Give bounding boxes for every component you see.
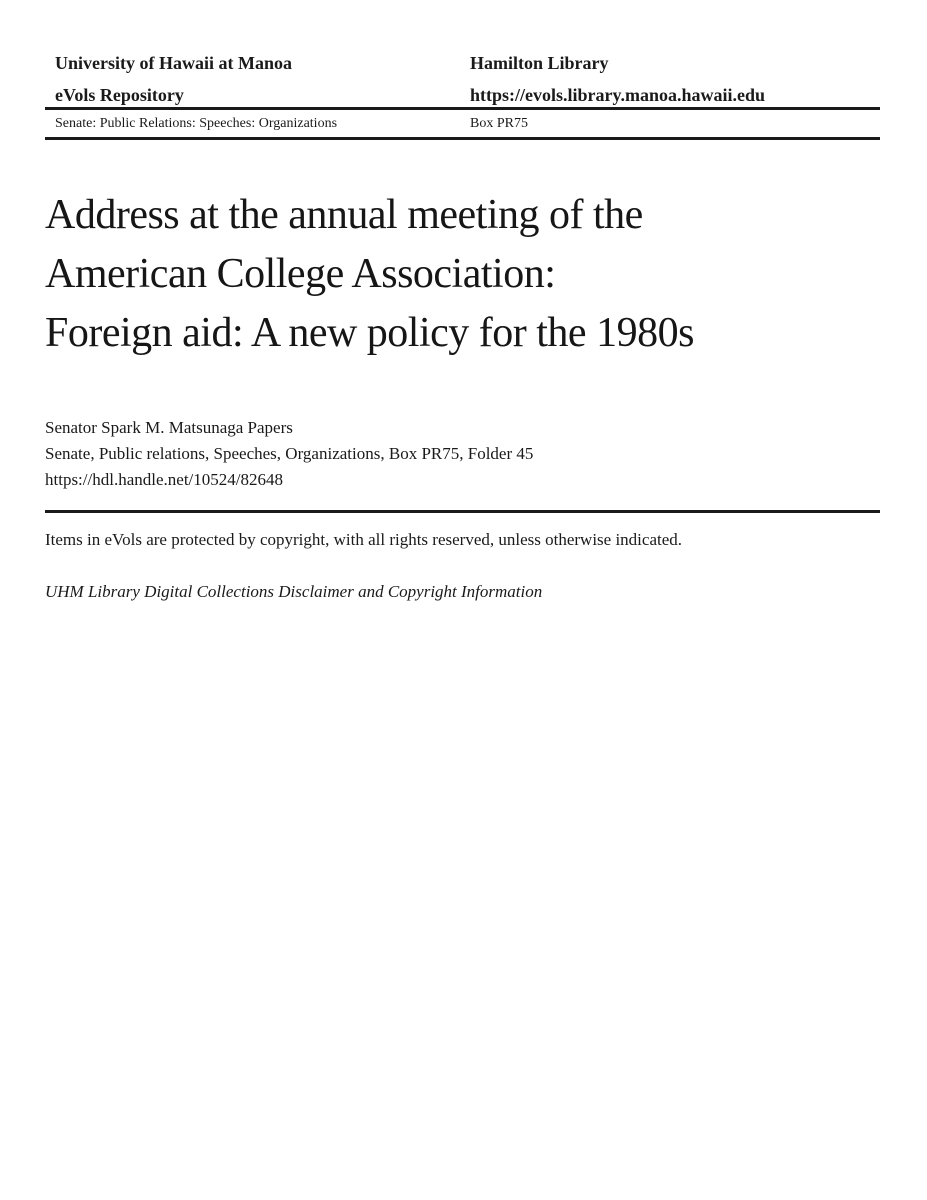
copyright-notice: Items in eVols are protected by copyright, with all rights reserved, unless otherwise indicated.: [45, 530, 683, 549]
title-line-2: American College Association:: [45, 251, 556, 297]
title-line-3: Foreign aid: A new policy for the 1980s: [45, 310, 694, 356]
box-label: Box PR75: [470, 116, 528, 131]
header-library: Hamilton Library: [470, 53, 609, 73]
document-title: [45, 186, 855, 363]
collection-name: Senator Spark M. Matsunaga Papers: [45, 418, 293, 437]
title-line-1: Address at the annual meeting of the: [45, 192, 643, 238]
header-divider-top: [45, 107, 880, 110]
item-location: Senate, Public relations, Speeches, Organizations, Box PR75, Folder 45: [45, 444, 534, 463]
disclaimer-link-line: [45, 580, 880, 604]
header-institution: University of Hawaii at Manoa: [55, 53, 292, 73]
metadata-block: [45, 415, 745, 493]
handle-url-link[interactable]: https://hdl.handle.net/10524/82648: [45, 470, 283, 489]
collection-path: Senate: Public Relations: Speeches: Organizations: [55, 116, 338, 131]
header-divider-bottom: [45, 137, 880, 140]
header-repository-url: https://evols.library.manoa.hawaii.edu: [470, 84, 766, 105]
footer-divider: [45, 510, 880, 513]
header-repository: eVols Repository: [55, 84, 184, 105]
header-table: [45, 48, 880, 111]
disclaimer-copyright-link[interactable]: UHM Library Digital Collections Disclaimer and Copyright Information: [45, 582, 543, 601]
header-subrow: [45, 114, 880, 134]
